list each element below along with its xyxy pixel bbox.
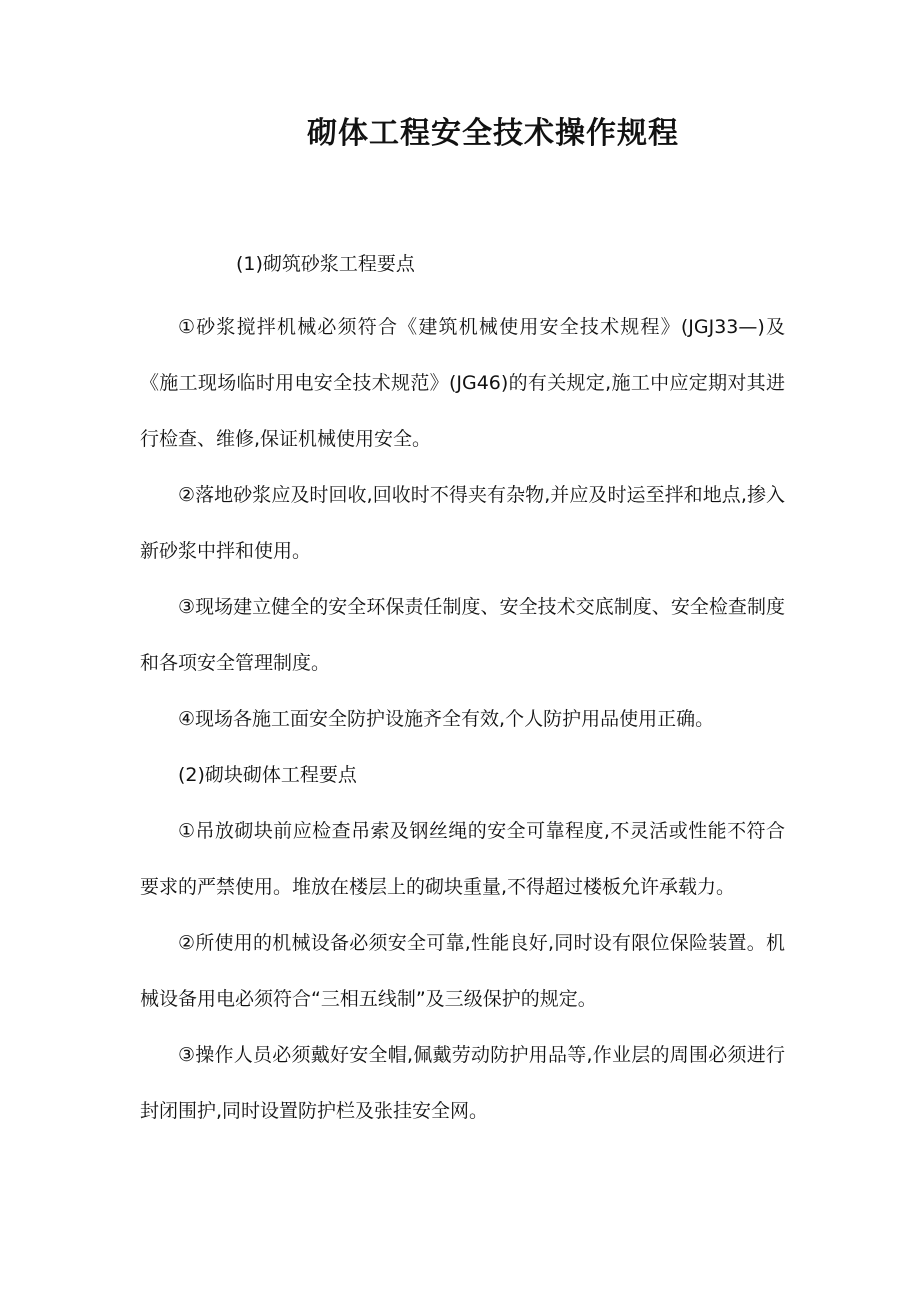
section-1-item-1: ①砂浆搅拌机械必须符合《建筑机械使用安全技术规程》(JGJ33—)及《施工现场临时用电安全技术规范》(JG46)的有关规定,施工中应定期对其进行检查、维修,保证机械使用安全。: [140, 316, 785, 450]
section-2-item-2: ②所使用的机械设备必须安全可靠,性能良好,同时设有限位保险装置。机械设备用电必须符合“三相五线制”及三级保护的规定。: [140, 932, 785, 1010]
section-2-item-1: ①吊放砌块前应检查吊索及钢丝绳的安全可靠程度,不灵活或性能不符合要求的严禁使用。堆放在楼层上的砌块重量,不得超过楼板允许承载力。: [140, 820, 785, 898]
section-2-heading: (2)砌块砌体工程要点: [178, 764, 357, 786]
section-1-item-4: ④现场各施工面安全防护设施齐全有效,个人防护用品使用正确。: [178, 708, 715, 730]
section-2-item-3: ③操作人员必须戴好安全帽,佩戴劳动防护用品等,作业层的周围必须进行封闭围护,同时设置防护栏及张挂安全网。: [140, 1044, 785, 1122]
section-1-item-3: ③现场建立健全的安全环保责任制度、安全技术交底制度、安全检查制度和各项安全管理制度。: [140, 596, 785, 674]
page-title: 砌体工程安全技术操作规程: [307, 116, 679, 151]
section-1-heading: (1)砌筑砂浆工程要点: [236, 253, 415, 275]
section-1-item-2: ②落地砂浆应及时回收,回收时不得夹有杂物,并应及时运至拌和地点,掺入新砂浆中拌和使用。: [140, 484, 785, 562]
document-body: [140, 299, 785, 1139]
